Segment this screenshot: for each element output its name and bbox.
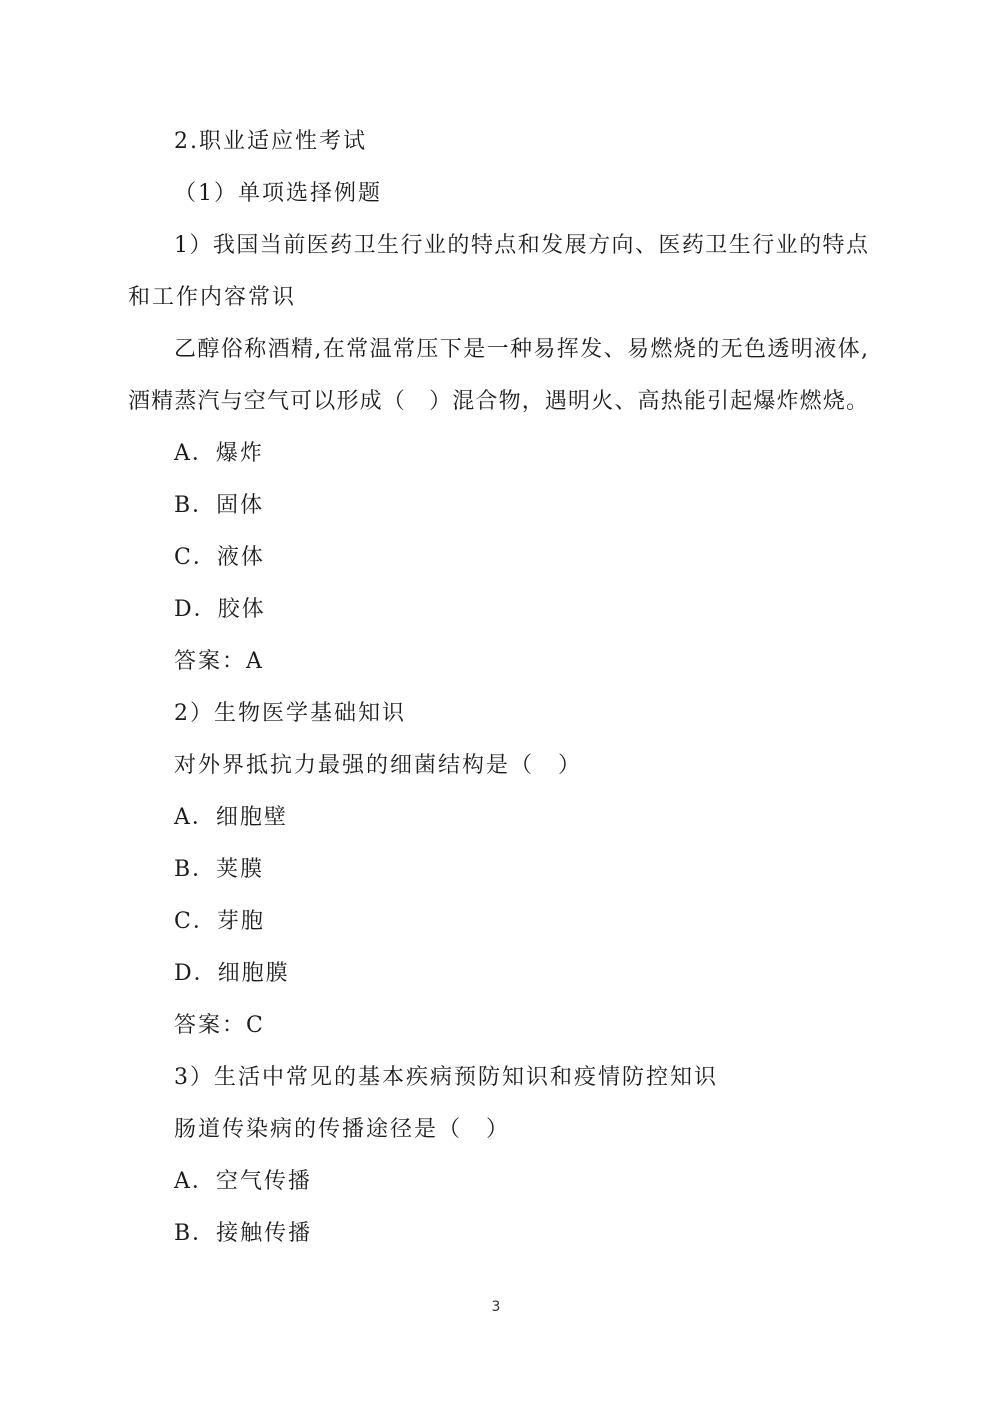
page-number: 3 bbox=[491, 1299, 501, 1315]
q1-option-a: A．爆炸 bbox=[174, 441, 264, 466]
q1-topic-line1: 1）我国当前医药卫生行业的特点和发展方向、医药卫生行业的特点 bbox=[174, 233, 868, 258]
q2-option-d: D．细胞膜 bbox=[174, 961, 290, 986]
q1-option-d: D．胶体 bbox=[174, 597, 266, 622]
q3-option-b: B．接触传播 bbox=[174, 1221, 313, 1246]
q2-answer: 答案：C bbox=[174, 1013, 265, 1038]
q2-option-c: C．芽胞 bbox=[174, 909, 265, 934]
q2-option-a: A．细胞壁 bbox=[174, 805, 288, 830]
q1-answer: 答案：A bbox=[174, 649, 264, 674]
document-content bbox=[128, 116, 868, 1260]
q3-option-a: A．空气传播 bbox=[174, 1169, 312, 1194]
q1-option-c: C．液体 bbox=[174, 545, 265, 570]
q1-stem-line2: 酒精蒸汽与空气可以形成（ ）混合物，遇明火、高热能引起爆炸燃烧。 bbox=[128, 389, 868, 414]
q1-option-b: B．固体 bbox=[174, 493, 265, 518]
section-heading: 2.职业适应性考试 bbox=[174, 129, 367, 154]
q2-stem: 对外界抵抗力最强的细菌结构是（ ） bbox=[174, 753, 583, 778]
q1-stem-line1: 乙醇俗称酒精,在常温常压下是一种易挥发、易燃烧的无色透明液体, bbox=[174, 337, 868, 362]
q2-option-b: B．荚膜 bbox=[174, 857, 265, 882]
q3-topic: 3）生活中常见的基本疾病预防知识和疫情防控知识 bbox=[174, 1065, 718, 1090]
q1-topic-line2: 和工作内容常识 bbox=[128, 285, 297, 310]
q2-topic: 2）生物医学基础知识 bbox=[174, 701, 406, 726]
q3-stem: 肠道传染病的传播途径是（ ） bbox=[174, 1117, 511, 1142]
subsection-heading: （1）单项选择例题 bbox=[174, 181, 382, 206]
